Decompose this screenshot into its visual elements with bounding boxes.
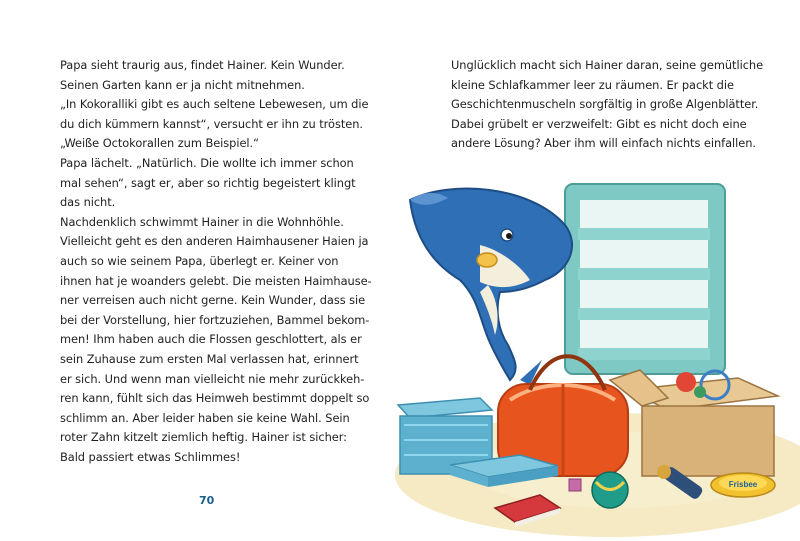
right-page-text [451,56,764,154]
text-line: du dich kümmern kannst“, versucht er ihn zu trösten. [60,116,363,131]
text-line: Nachdenklich schwimmt Hainer in die Wohnhöhle. [60,214,344,229]
text-line: Papa sieht traurig aus, findet Hainer. Kein Wunder. [60,58,345,72]
shark-packing-illustration [380,170,800,541]
text-line: schlimm an. Aber leider haben sie keine Wahl. Sein [60,410,350,425]
text-line: Vielleicht geht es den anderen Haimhausener Haien ja [60,234,369,249]
text-line: Geschichtenmuscheln sorgfältig in große Algenblätter. [451,97,759,112]
shark-hainer [410,189,572,385]
frisbee [711,473,775,497]
text-line: ner verreisen auch nicht gerne. Kein Wunder, dass sie [60,293,366,308]
text-line: roter Zahn kitzelt ziemlich heftig. Hainer ist sicher: [60,430,347,445]
red-ball [676,372,696,392]
text-line: Papa lächelt. „Natürlich. Die wollte ich immer schon [60,155,354,170]
text-line: bei der Vorstellung, hier fortzuziehen, Bammel bekom- [60,312,370,327]
text-line: „Weiße Octokorallen zum Beispiel.“ [60,136,259,151]
text-line: men! Ihm haben auch die Flossen geschlottert, als er [60,332,362,347]
text-line: kleine Schlafkammer leer zu räumen. Er packt die [451,77,734,92]
text-line: das nicht. [60,195,116,210]
text-line: Seinen Garten kann er ja nicht mitnehmen. [60,77,305,92]
text-line: andere Lösung? Aber ihm will einfach nichts einfallen. [451,136,756,151]
small-ball [694,386,706,398]
text-line: auch so wie seinem Papa, überlegt er. Keiner von [60,253,339,268]
text-line: sein Zuhause zum ersten Mal verlassen hat, erinnert [60,351,359,366]
text-line: Unglücklich macht sich Hainer daran, seine gemütliche [451,58,764,72]
pink-cube [569,479,581,491]
text-line: ren kann, fühlt sich das Heimweh bestimmt doppelt so [60,391,370,406]
bookshelf [565,184,725,374]
page-number: 70 [199,494,215,507]
text-line: er sich. Und wenn man vielleicht nie mehr zurückkeh- [60,371,365,386]
right-page [400,0,800,541]
text-line: mal sehen“, sagt er, aber so richtig begeistert klingt [60,175,356,190]
frisbee-label: Frisbee [728,480,758,489]
text-line: „In Kokoralliki gibt es auch seltene Lebewesen, um die [60,97,369,112]
left-page-text [60,56,372,467]
text-line: ihnen hat je woanders gelebt. Die meisten Haimhause- [60,273,372,288]
text-line: Bald passiert etwas Schlimmes! [60,449,241,464]
text-line: Dabei grübelt er verzweifelt: Gibt es nicht doch eine [451,116,747,131]
